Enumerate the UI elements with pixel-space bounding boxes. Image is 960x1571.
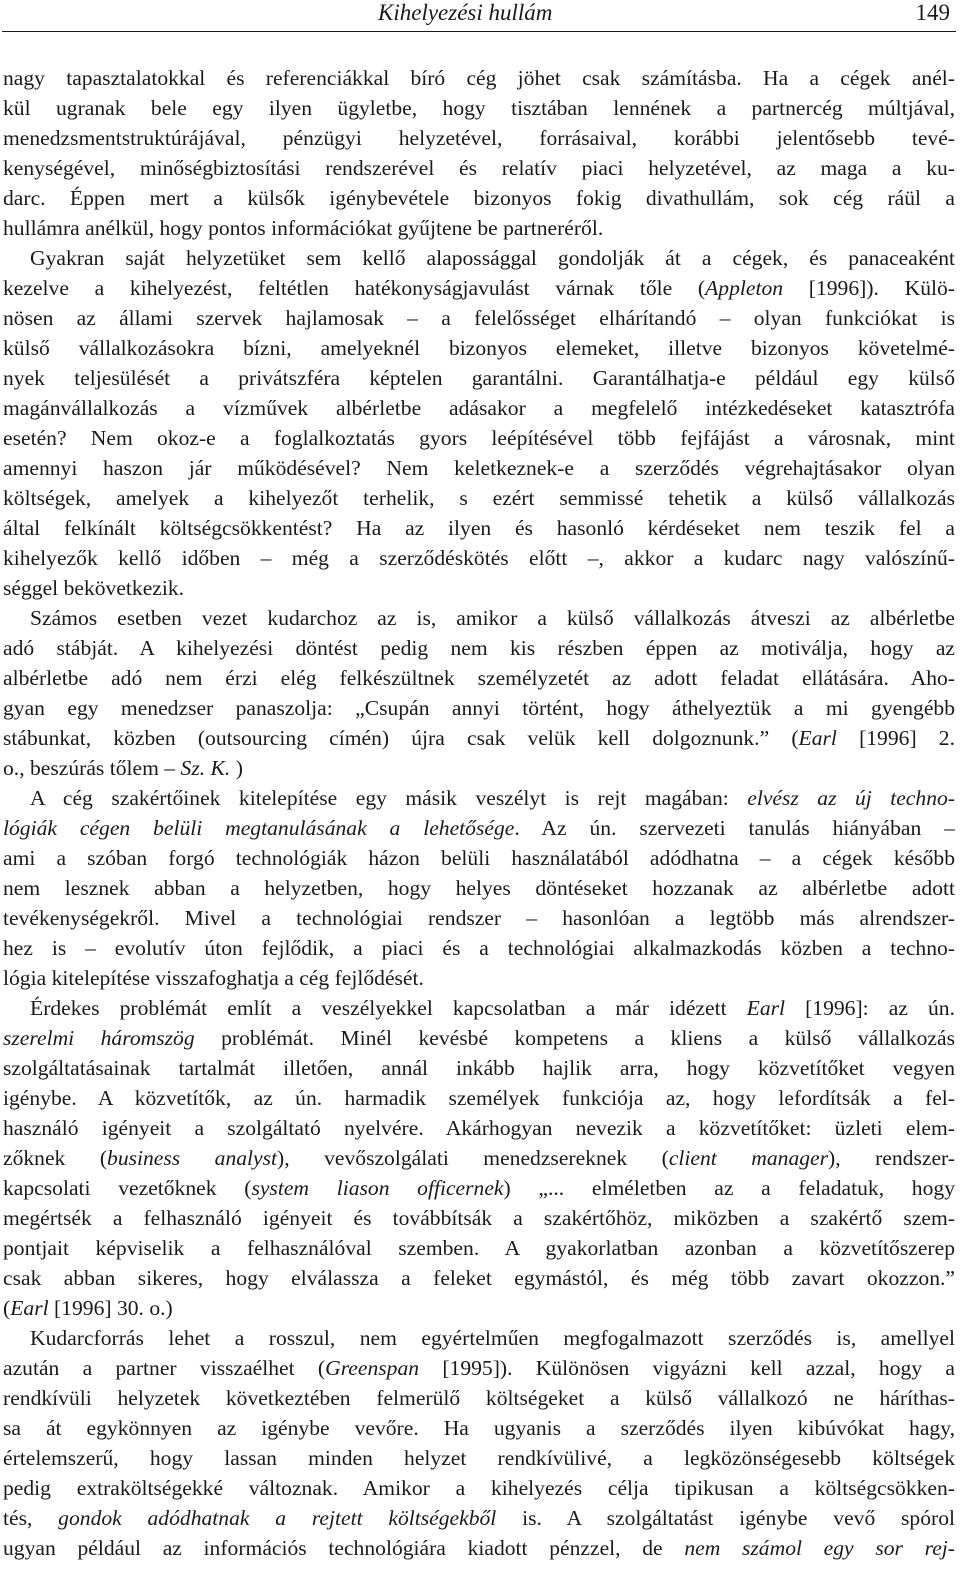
text-line: [3, 93, 955, 123]
text-line: [3, 513, 955, 543]
text-run: [1996]). Külö-: [783, 276, 955, 300]
text-run: hullámra anélkül, hogy pontos információkat gyűjtene be partneréről.: [3, 216, 604, 240]
text-line: [3, 573, 955, 603]
text-run: költségek, amelyek a kihelyezőt terhelik, s ezért semmissé tehetik a külső vállalkozás: [3, 486, 955, 510]
italic-text: szerelmi háromszög: [3, 1026, 195, 1050]
text-run: gyan egy menedzser panaszolja: „Csupán annyi történt, hogy áthelyeztük a mi gyengébb: [3, 696, 955, 720]
text-run: kihelyezők kellő időben – még a szerződéskötés előtt –, akkor a kudarc nagy valószínű-: [3, 546, 955, 570]
text-run: [1995]). Különösen vigyázni kell azzal, hogy a: [419, 1356, 955, 1380]
text-line: [3, 123, 955, 153]
header-rule: [2, 31, 956, 32]
text-line: [3, 1353, 955, 1383]
text-line: [3, 783, 955, 813]
text-line: [3, 243, 955, 273]
text-run: értelemszerű, hogy lassan minden helyzet rendkívülivé, a legközönségesebb költségek: [3, 1446, 955, 1470]
running-title: Kihelyezési hullám: [378, 0, 553, 25]
italic-text: Earl: [10, 1296, 49, 1320]
text-run: [1996] 30. o.): [48, 1296, 173, 1320]
text-run: csak abban sikeres, hogy elválassza a feleket egymástól, és még több zavart okozzon.”: [3, 1266, 955, 1290]
text-run: magánvállalkozás a vízművek albérletbe adásakor a megfelelő intézkedéseket katasztrófa: [3, 396, 955, 420]
text-run: stábunkat, közben (outsourcing címén) újra csak velük kell dolgoznunk.” (: [3, 726, 799, 750]
text-run: albérletbe adó nem érzi elég felkészültnek személyzetét az adott feladat ellátására. Aho-: [3, 666, 955, 690]
text-run: használó igényeit a szolgáltató nyelvére. Akárhogyan nevezik a közvetítőket: üzleti elem-: [3, 1116, 955, 1140]
text-run: lógia kitelepítése visszafoghatja a cég fejlődését.: [3, 966, 424, 990]
text-run: külső vállalkozásokra bízni, amelyeknél bizonyos elemeket, illetve bizonyos követelmé-: [3, 336, 955, 360]
text-line: [3, 363, 955, 393]
page-number: 149: [915, 0, 950, 25]
text-line: [3, 963, 955, 993]
text-run: nyek teljesülését a privátszféra képtelen garantálni. Garantálhatja-e például egy külső: [3, 366, 955, 390]
text-run: adó stábját. A kihelyezési döntést pedig nem kis részben éppen az motiválja, hogy az: [3, 636, 955, 660]
text-run: A cég szakértőinek kitelepítése egy másik veszélyt is rejt magában:: [30, 786, 748, 810]
text-run: megértsék a felhasználó igényeit és továbbítsák a szakértőhöz, miközben a szakértő szem-: [3, 1206, 955, 1230]
text-run: nösen az állami szervek hajlamosak – a felelősséget elhárítandó – olyan funkciókat is: [3, 306, 955, 330]
italic-text: Earl: [746, 996, 786, 1020]
text-run: tés,: [3, 1506, 59, 1530]
italic-text: Earl: [798, 726, 837, 750]
text-line: [3, 993, 955, 1023]
text-run: o., beszúrás tőlem –: [3, 756, 181, 780]
italic-text: lógiák cégen belüli megtanulásának a lehetősége: [3, 816, 515, 840]
text-line: [3, 1203, 955, 1233]
text-line: [3, 1323, 955, 1353]
text-run: igénybe. A közvetítők, az ún. harmadik személyek funkciója az, hogy lefordítsák a fel-: [3, 1086, 955, 1110]
italic-text: Greenspan: [325, 1356, 420, 1380]
text-line: [3, 273, 955, 303]
italic-text: nem számol egy sor rej-: [684, 1536, 955, 1560]
text-line: [3, 1083, 955, 1113]
text-run: kapcsolati vezetőknek (: [3, 1176, 252, 1200]
italic-text: system liason officernek: [251, 1176, 504, 1200]
text-run: is. A szolgáltatást igénybe vevő spórol: [496, 1506, 955, 1530]
text-run: kenységével, minőségbiztosítási rendszerével és relatív piaci helyzetével, az maga a ku-: [3, 156, 955, 180]
text-run: amennyi haszon jár működésével? Nem keletkeznek-e a szerződés végrehajtásakor olyan: [3, 456, 955, 480]
body-text: [3, 63, 955, 1563]
italic-text: Sz. K.: [180, 756, 231, 780]
text-line: [3, 1263, 955, 1293]
text-run: pontjait képviselik a felhasználóval szemben. A gyakorlatban azonban a közvetítőszerep: [3, 1236, 955, 1260]
text-run: azután a partner visszaélhet (: [3, 1356, 326, 1380]
text-line: [3, 183, 955, 213]
text-run: ): [230, 756, 243, 780]
text-run: szolgáltatásainak tartalmát illetően, annál inkább hajlik arra, hogy közvetítőket vegyen: [3, 1056, 955, 1080]
text-line: [3, 303, 955, 333]
text-line: [3, 543, 955, 573]
text-line: [3, 933, 955, 963]
text-line: [3, 1413, 955, 1443]
text-line: [3, 1293, 955, 1323]
text-run: tevékenységekről. Mivel a technológiai rendszer – hasonlóan a legtöbb más alrendszer-: [3, 906, 955, 930]
text-run: Kudarcforrás lehet a rosszul, nem egyértelműen megfogalmazott szerződés is, amellyel: [30, 1326, 955, 1350]
text-run: ami a szóban forgó technológiák házon belüli használatából adódhatna – a cégek később: [3, 846, 955, 870]
text-line: [3, 1503, 955, 1533]
text-line: [3, 1023, 955, 1053]
text-run: zőknek (: [3, 1146, 108, 1170]
text-line: [3, 1533, 955, 1563]
text-run: ugyan például az információs technológiára kiadott pénzzel, de: [3, 1536, 685, 1560]
text-line: [3, 753, 955, 783]
italic-text: elvész az új techno-: [747, 786, 955, 810]
italic-text: business analyst: [107, 1146, 278, 1170]
text-run: nem lesznek abban a helyzetben, hogy helyes döntéseket hozzanak az albérletbe adott: [3, 876, 955, 900]
text-line: [3, 843, 955, 873]
italic-text: Appleton: [705, 276, 784, 300]
text-line: [3, 1383, 955, 1413]
text-line: [3, 873, 955, 903]
running-header: [0, 0, 956, 30]
text-line: [3, 723, 955, 753]
text-run: nagy tapasztalatokkal és referenciákkal bíró cég jöhet csak számításba. Ha a cégek anél-: [3, 66, 955, 90]
text-line: [3, 63, 955, 93]
text-line: [3, 903, 955, 933]
text-line: [3, 153, 955, 183]
text-run: menedzsmentstruktúrájával, pénzügyi helyzetével, forrásaival, korábbi jelentősebb tevé-: [3, 126, 955, 150]
text-line: [3, 453, 955, 483]
text-run: kül ugranak bele egy ilyen ügyletbe, hogy tisztában lennének a partnercég múltjával,: [3, 96, 955, 120]
text-run: ), vevőszolgálati menedzsereknek (: [277, 1146, 669, 1170]
italic-text: gondok adódhatnak a rejtett költségekből: [58, 1506, 497, 1530]
text-run: [1996]: az ún.: [785, 996, 955, 1020]
text-run: . Az ún. szervezeti tanulás hiányában –: [514, 816, 955, 840]
text-line: [3, 213, 955, 243]
text-run: séggel bekövetkezik.: [3, 576, 185, 600]
text-run: kezelve a kihelyezést, feltétlen hatékonyságjavulást várnak tőle (: [3, 276, 706, 300]
text-line: [3, 1113, 955, 1143]
text-line: [3, 603, 955, 633]
text-line: [3, 393, 955, 423]
text-run: ) „... elméletben az a feladatuk, hogy: [503, 1176, 955, 1200]
text-line: [3, 1143, 955, 1173]
text-run: ), rendszer-: [828, 1146, 955, 1170]
text-run: hez is – evolutív úton fejlődik, a piaci és a technológiai alkalmazkodás közben a techno-: [3, 936, 955, 960]
text-line: [3, 1443, 955, 1473]
text-run: sa át egykönnyen az igénybe vevőre. Ha ugyanis a szerződés ilyen kibúvókat hagy,: [3, 1416, 955, 1440]
italic-text: client manager: [668, 1146, 829, 1170]
text-line: [3, 1053, 955, 1083]
text-line: [3, 633, 955, 663]
text-run: darc. Éppen mert a külsők igénybevétele bizonyos fokig divathullám, sok cég ráül a: [3, 186, 955, 210]
text-run: problémát. Minél kevésbé kompetens a kliens a külső vállalkozás: [194, 1026, 955, 1050]
text-run: rendkívüli helyzetek következtében felmerülő költségeket a külső vállalkozó ne háríthas-: [3, 1386, 955, 1410]
text-run: Gyakran saját helyzetüket sem kellő alapossággal gondolják át a cégek, és panaceaként: [30, 246, 955, 270]
text-run: Számos esetben vezet kudarchoz az is, amikor a külső vállalkozás átveszi az albérletbe: [30, 606, 955, 630]
text-run: Érdekes problémát említ a veszélyekkel kapcsolatban a már idézett: [30, 996, 747, 1020]
text-line: [3, 423, 955, 453]
text-line: [3, 333, 955, 363]
text-line: [3, 1173, 955, 1203]
text-run: (: [3, 1296, 11, 1320]
text-run: [1996] 2.: [836, 726, 955, 750]
text-line: [3, 813, 955, 843]
text-run: esetén? Nem okoz-e a foglalkoztatás gyors leépítésével több fejfájást a városnak, mint: [3, 426, 955, 450]
text-line: [3, 663, 955, 693]
text-line: [3, 1233, 955, 1263]
text-line: [3, 693, 955, 723]
text-line: [3, 483, 955, 513]
text-line: [3, 1473, 955, 1503]
text-run: pedig extraköltségekké változnak. Amikor a kihelyezés célja tipikusan a költségcsökken-: [3, 1476, 955, 1500]
text-run: által felkínált költségcsökkentést? Ha az ilyen és hasonló kérdéseket nem teszik fel a: [3, 516, 955, 540]
